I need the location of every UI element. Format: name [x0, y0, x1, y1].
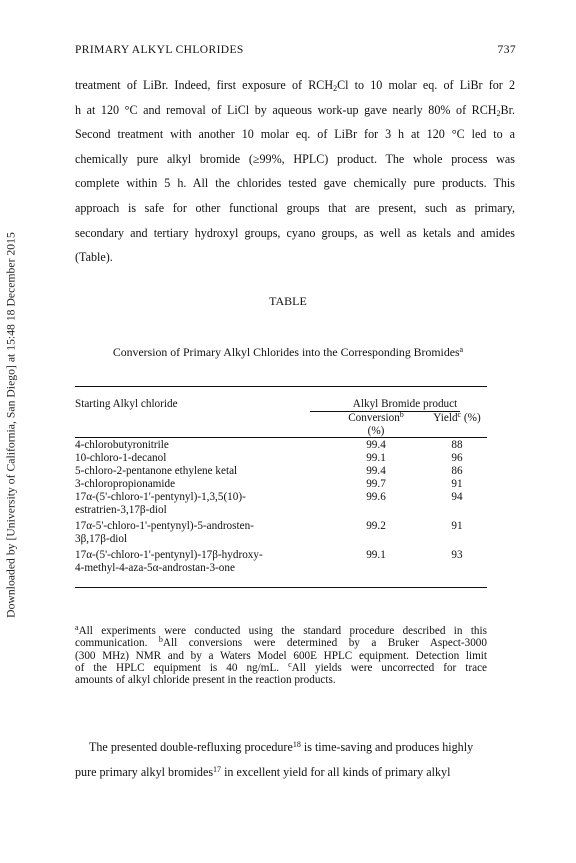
- table-subheader-row: [75, 412, 487, 425]
- text-line: chemically pure alkyl bromide (≥99%, HPLC) product. The whole process was: [75, 151, 515, 166]
- table-caption: Conversion of Primary Alkyl Chlorides into the Corresponding Bromides$^a$: [112, 345, 464, 359]
- footnote-line: of the HPLC equipment is 40 ng/mL. $^c$All yields were uncorrected for trace: [75, 659, 488, 674]
- text-line: pure primary alkyl bromides$^{17}$ in excellent yield for all kinds of primary alkyl: [75, 765, 451, 779]
- page-number: 737: [497, 44, 516, 56]
- table-footnotes: [75, 625, 487, 686]
- table-row: 17α-(5'-chloro-1'-pentynyl)-1,3,5(10)- 99.6 94: [75, 491, 463, 503]
- text-line: treatment of LiBr. Indeed, first exposure of $RCH_2Cl$ to 10 molar eq. of LiBr for 2: [75, 78, 516, 93]
- col-yield-header: Yield$^c$ (%): [433, 410, 481, 424]
- text-line: secondary and tertiary hydroxyl groups, cyano groups, as well as ketals and amides: [75, 225, 515, 240]
- text-line: approach is safe for other functional groups that are present, such as primary,: [75, 200, 515, 215]
- col-starting-header: Starting Alkyl chloride: [75, 398, 178, 410]
- col-group-header: Alkyl Bromide product: [352, 398, 458, 410]
- table-row: 3-chloropropionamide 99.7 91: [75, 478, 463, 490]
- col-conversion-header: Conversion$^b$: [348, 410, 404, 424]
- footnote-line: amounts of alkyl chloride present in the reaction products.: [75, 674, 336, 687]
- running-title: PRIMARY ALKYL CHLORIDES: [75, 44, 244, 56]
- table-row: 10-chloro-1-decanol 99.1 96: [75, 452, 463, 464]
- table-row: 17α-(5'-chloro-1'-pentynyl)-17β-hydroxy- 99.1 93: [75, 549, 463, 561]
- table-body: [75, 439, 487, 575]
- footnote-line: $^a$All experiments were conducted using the standard procedure described in this: [75, 623, 487, 637]
- download-watermark: [3, 205, 19, 645]
- table-heading: TABLE: [269, 294, 307, 308]
- download-note: Downloaded by [University of California, San Diego] at 15:48 18 December 2015: [4, 232, 18, 618]
- table-row: 17α-5'-chloro-1'-pentynyl)-5-androsten- 99.2 91: [75, 520, 463, 532]
- table-subheader: [75, 412, 487, 438]
- table-bottom-rule: [75, 587, 487, 588]
- table-row-continued: 3β,17β-diol: [75, 533, 128, 545]
- text-line: (Table).: [75, 250, 113, 265]
- text-line: complete within 5 h. All the chlorides tested gave chemically pure products. This: [75, 176, 515, 191]
- footnote-line: (300 MHz) NMR and by a Waters Model 600E HPLC equipment. Detection limit: [75, 649, 487, 662]
- text-line: h at 120 °C and removal of LiCl by aqueous work-up gave nearly 80% of $RCH_2Br$.: [75, 102, 515, 118]
- table-header-row: [75, 398, 487, 411]
- table-header: [75, 398, 487, 411]
- table-row: 4-chlorobutyronitrile 99.4 88: [75, 439, 463, 451]
- table-row-continued: estratrien-3,17β-diol: [75, 504, 167, 516]
- table-row: 5-chloro-2-pentanone ethylene ketal 99.4 86: [75, 465, 463, 477]
- col-conversion-unit: (%): [367, 425, 385, 437]
- table-header-rule: [75, 437, 487, 438]
- table-top-rule: [75, 386, 487, 387]
- running-header: [75, 44, 516, 58]
- text-line: The presented double-refluxing procedure$^{18}$ is time-saving and produces highly: [89, 740, 474, 754]
- text-line: Second treatment with another 10 molar eq. of LiBr for 3 h at 120 °C led to a: [75, 127, 515, 142]
- table-row-continued: 4-methyl-4-aza-5α-androstan-3-one: [75, 562, 235, 574]
- footnote-line: communication. $^b$All conversions were determined by a Bruker Aspect-3000: [75, 635, 487, 650]
- body-paragraph: [75, 73, 515, 270]
- body-paragraph-2: [75, 735, 515, 785]
